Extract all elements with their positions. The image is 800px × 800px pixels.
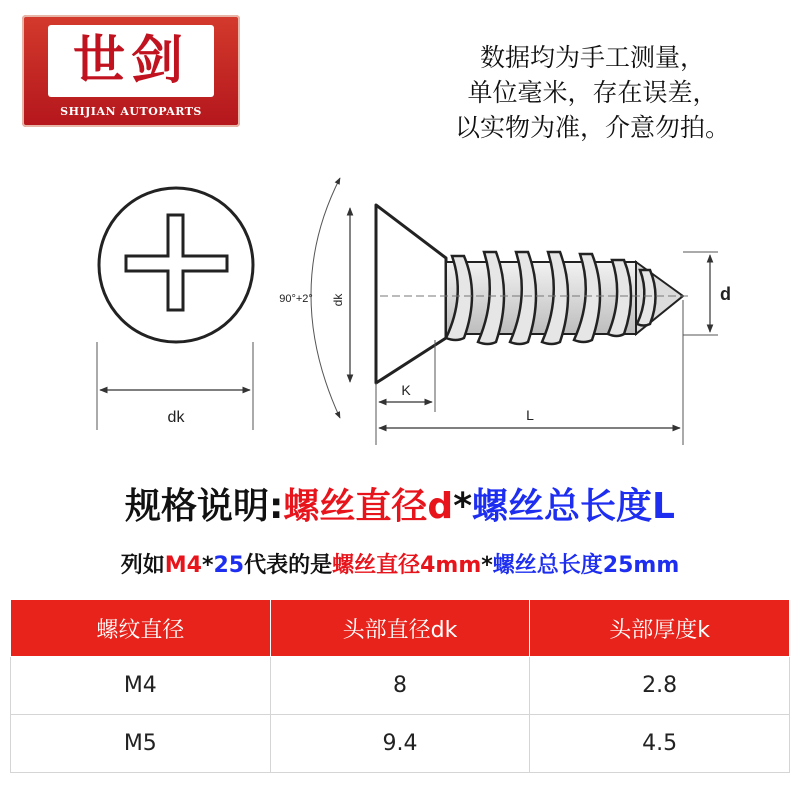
header-head-diameter: 头部直径dk — [270, 600, 530, 657]
example-diameter-desc: 螺丝直径4mm — [332, 553, 482, 578]
table-cell: M5 — [11, 715, 271, 773]
table-cell: 9.4 — [270, 715, 530, 773]
l-label: L — [526, 407, 534, 423]
spec-title-length: 螺丝总长度L — [472, 486, 675, 527]
example-code-m4: M4 — [164, 553, 202, 578]
table-row — [11, 657, 790, 715]
notice-line: 单位毫米，存在误差， — [467, 78, 718, 107]
header-head-thickness: 头部厚度k — [530, 600, 790, 657]
screw-technical-drawing — [0, 160, 800, 460]
example-star: * — [481, 553, 493, 578]
notice-line: 数据均为手工测量， — [479, 43, 705, 72]
table-cell: M4 — [11, 657, 271, 715]
example-star: * — [201, 553, 214, 578]
spec-table — [10, 599, 790, 773]
k-label: K — [401, 382, 411, 398]
notice-line: 以实物为准，介意勿拍。 — [454, 113, 730, 142]
head-top-view — [97, 188, 253, 430]
example-length-desc: 螺丝总长度25mm — [492, 553, 680, 578]
table-cell: 4.5 — [530, 715, 790, 773]
header-thread-diameter: 螺纹直径 — [11, 600, 271, 657]
brand-logo — [22, 15, 240, 127]
spec-title — [0, 485, 800, 529]
example-code-25: 25 — [213, 553, 245, 578]
table-header-row — [11, 600, 790, 657]
example-line — [0, 550, 800, 582]
example-prefix: 列如 — [120, 553, 165, 578]
table-row — [11, 715, 790, 773]
example-middle: 代表的是 — [244, 553, 333, 578]
spec-title-star: * — [453, 486, 473, 527]
dk-label-side: dk — [331, 293, 345, 307]
screw-side-view — [279, 178, 731, 445]
table-cell: 8 — [270, 657, 530, 715]
angle-label: 90°+2° — [279, 293, 313, 305]
table-cell: 2.8 — [530, 657, 790, 715]
spec-title-diameter: 螺丝直径d — [283, 486, 454, 527]
logo-text: 世剑 — [72, 30, 189, 91]
measurement-notice — [400, 40, 785, 145]
logo-plate — [48, 25, 214, 97]
dk-label-top: dk — [167, 409, 185, 426]
spec-title-prefix: 规格说明: — [125, 486, 284, 527]
logo-subtitle: SHIJIAN AUTOPARTS — [60, 105, 202, 118]
d-label: d — [720, 284, 731, 304]
